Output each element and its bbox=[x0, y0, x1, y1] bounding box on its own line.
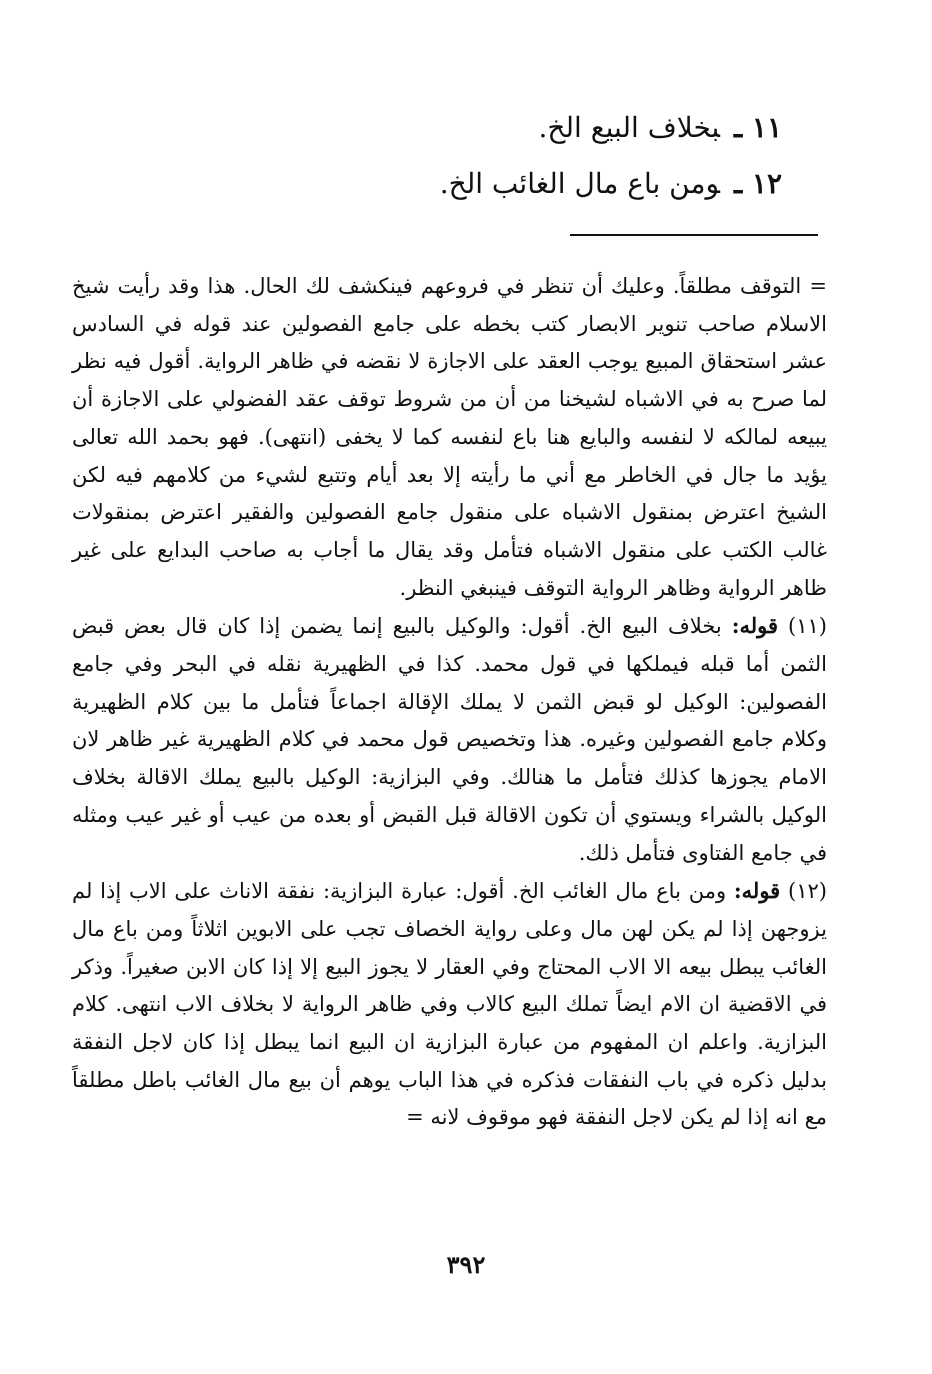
main-item-12 bbox=[82, 156, 782, 212]
continuation-marker: = bbox=[809, 274, 827, 298]
item-text: بخلاف البيع الخ. bbox=[538, 111, 720, 144]
commentary-paragraph-12 bbox=[72, 872, 827, 1137]
paragraph-text: التوقف مطلقاً. وعليك أن تنظر في فروعهم فينكشف لك الحال. هذا وقد رأيت شيخ الاسلام صاحب تنوير الابصار كتب بخطه على جامع الفصولين عند قوله في السادس عشر استحقاق المبيع يوجب العقد على الاجازة لا نقضه في ظاهر الرواية. أقول فيه نظر لما صرح به في الاشباه لشيخنا من أن من شروط توقف عقد الفضولي على الاجازة أن يبيعه لمالكه لا لنفسه والبايع هنا باع لنفسه كما لا يخفى (انتهى). فهو بحمد الله تعالى يؤيد ما جال في الخاطر مع أني ما رأيته إلا بعد أيام وتتبع لشيء من كلامهم فيه لكن الشيخ اعترض بمنقول الاشباه على منقول جامع الفصولين والفقير اعترض بمنقولات غالب الكتب على منقول الاشباه فتأمل وقد يقال ما أجاب به صاحب البدايع على غير ظاهر الرواية وظاهر الرواية التوقف فينبغي النظر. bbox=[72, 274, 827, 600]
item-number: ١٢ ـ bbox=[733, 167, 782, 200]
main-item-11 bbox=[82, 100, 782, 156]
main-text-items bbox=[82, 100, 782, 212]
paragraph-text: ومن باع مال الغائب الخ. أقول: عبارة البزازية: نفقة الاناث على الاب إذا لم يزوجهن إذا لم يكن لهن مال وعلى رواية الخصاف تجب على الابوين اثلاثاً ومن باع مال الغائب يبطل بيعه الا الاب المحتاج وفي العقار لا يجوز البيع إلا إذا كان الابن صغيراً. وذكر في الاقضية ان الام ايضاً تملك البيع كالاب وفي ظاهر الرواية لا بخلاف الاب انتهى. كلام البزازية. واعلم ان المفهوم من عبارة البزازية ان البيع انما يبطل إذا كان لاجل النفقة بدليل ذكره في باب النفقات فذكره في هذا الباب يوهم أن بيع مال الغائب باطل مطلقاً مع انه إذا لم يكن لاجل النفقة فهو موقوف لانه = bbox=[72, 879, 827, 1130]
note-number: (١٢) bbox=[788, 879, 827, 904]
commentary-paragraph-continuation bbox=[72, 268, 827, 607]
item-text: ومن باع مال الغائب الخ. bbox=[439, 167, 720, 200]
note-lead: قوله: bbox=[733, 878, 781, 904]
page-number: ٣٩٢ bbox=[446, 1250, 486, 1279]
commentary-paragraph-11 bbox=[72, 607, 827, 872]
note-number: (١١) bbox=[788, 614, 827, 639]
commentary-block bbox=[72, 268, 827, 1137]
item-number: ١١ ـ bbox=[733, 111, 782, 144]
paragraph-text: بخلاف البيع الخ. أقول: والوكيل بالبيع إنما يضمن إذا كان قال بعض قبض الثمن أما قبله فيملكها في قول محمد. كذا في الظهيرية نقله في البحر وفي جامع الفصولين: الوكيل لو قبض الثمن لا يملك الإقالة اجماعاً فتأمل ما بين كلام الظهيرية وكلام جامع الفصولين وغيره. هذا وتخصيص قول محمد في كلام الظهيرية غير ظاهر لان الامام يجوزها كذلك فتأمل ما هنالك. وفي البزازية: الوكيل بالبيع يملك الاقالة بخلاف الوكيل بالشراء ويستوي أن تكون الاقالة قبل القبض أو بعده من عيب أو غير عيب ومثله في جامع الفتاوى فتأمل ذلك. bbox=[72, 614, 827, 865]
footnote-separator bbox=[570, 234, 818, 236]
note-lead: قوله: bbox=[731, 613, 779, 639]
